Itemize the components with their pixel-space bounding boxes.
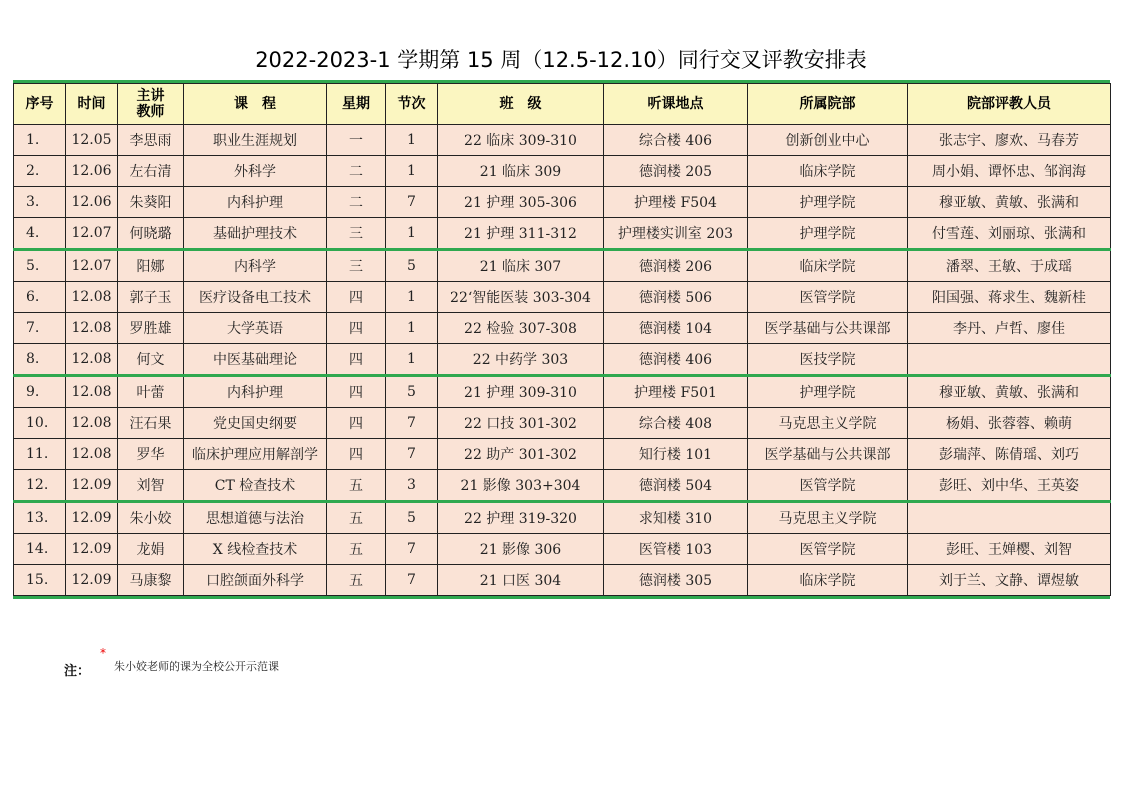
cell-seq: 15.	[14, 565, 66, 596]
header-teacher: 主讲 教师	[118, 84, 184, 125]
table-header-row	[14, 84, 1111, 125]
cell-course: 中医基础理论	[184, 344, 327, 376]
cell-period: 5	[386, 502, 438, 534]
cell-department: 临床学院	[748, 250, 908, 282]
cell-evaluators: 周小娟、谭怀忠、邹润海	[908, 156, 1111, 187]
cell-teacher: 龙娟	[118, 534, 184, 565]
cell-location: 综合楼 406	[604, 125, 748, 156]
cell-class: 22 助产 301-302	[438, 439, 604, 470]
cell-period: 5	[386, 376, 438, 408]
cell-period: 7	[386, 408, 438, 439]
note-asterisk: *	[100, 646, 106, 660]
cell-evaluators: 彭瑞萍、陈倩瑶、刘巧	[908, 439, 1111, 470]
cell-evaluators: 潘翠、王敏、于成瑶	[908, 250, 1111, 282]
cell-location: 综合楼 408	[604, 408, 748, 439]
cell-department: 临床学院	[748, 156, 908, 187]
cell-seq: 4.	[14, 218, 66, 250]
cell-course: 基础护理技术	[184, 218, 327, 250]
cell-seq: 2.	[14, 156, 66, 187]
note-label: 注：	[64, 664, 91, 679]
cell-seq: 14.	[14, 534, 66, 565]
cell-class: 22 护理 319-320	[438, 502, 604, 534]
cell-evaluators	[908, 502, 1111, 534]
cell-course: 思想道德与法治	[184, 502, 327, 534]
schedule-table-wrap	[13, 80, 1110, 599]
cell-date: 12.07	[66, 218, 118, 250]
table-row	[14, 313, 1111, 344]
cell-department: 马克思主义学院	[748, 408, 908, 439]
cell-teacher: 叶蕾	[118, 376, 184, 408]
cell-weekday: 三	[327, 218, 386, 250]
table-row	[14, 282, 1111, 313]
cell-period: 3	[386, 470, 438, 502]
cell-class: 22 口技 301-302	[438, 408, 604, 439]
cell-class: 21 临床 309	[438, 156, 604, 187]
cell-date: 12.08	[66, 376, 118, 408]
cell-period: 7	[386, 534, 438, 565]
cell-course: 医疗设备电工技术	[184, 282, 327, 313]
cell-department: 护理学院	[748, 187, 908, 218]
cell-date: 12.05	[66, 125, 118, 156]
cell-location: 德润楼 506	[604, 282, 748, 313]
cell-teacher: 朱小姣	[118, 502, 184, 534]
cell-evaluators	[908, 344, 1111, 376]
cell-period: 5	[386, 250, 438, 282]
cell-seq: 8.	[14, 344, 66, 376]
cell-course: 内科护理	[184, 376, 327, 408]
cell-class: 22 检验 307-308	[438, 313, 604, 344]
cell-teacher: 何晓璐	[118, 218, 184, 250]
cell-location: 护理楼 F501	[604, 376, 748, 408]
cell-course: 临床护理应用解剖学	[184, 439, 327, 470]
cell-weekday: 五	[327, 534, 386, 565]
header-seq: 序号	[14, 84, 66, 125]
cell-weekday: 四	[327, 408, 386, 439]
cell-period: 1	[386, 282, 438, 313]
cell-period: 7	[386, 439, 438, 470]
cell-class: 22‘智能医装 303-304	[438, 282, 604, 313]
cell-course: X 线检查技术	[184, 534, 327, 565]
cell-department: 医技学院	[748, 344, 908, 376]
cell-location: 医管楼 103	[604, 534, 748, 565]
cell-evaluators: 穆亚敏、黄敏、张满和	[908, 187, 1111, 218]
cell-teacher: 郭子玉	[118, 282, 184, 313]
table-row	[14, 502, 1111, 534]
cell-department: 医管学院	[748, 534, 908, 565]
cell-teacher: 左右清	[118, 156, 184, 187]
cell-location: 知行楼 101	[604, 439, 748, 470]
cell-evaluators: 阳国强、蒋求生、魏新桂	[908, 282, 1111, 313]
cell-period: 1	[386, 156, 438, 187]
cell-weekday: 一	[327, 125, 386, 156]
header-evaluators: 院部评教人员	[908, 84, 1111, 125]
cell-date: 12.08	[66, 439, 118, 470]
cell-date: 12.06	[66, 156, 118, 187]
schedule-table	[13, 83, 1111, 596]
cell-evaluators: 李丹、卢哲、廖佳	[908, 313, 1111, 344]
table-row	[14, 408, 1111, 439]
cell-department: 医学基础与公共课部	[748, 313, 908, 344]
cell-class: 21 护理 311-312	[438, 218, 604, 250]
table-row	[14, 470, 1111, 502]
cell-date: 12.08	[66, 344, 118, 376]
cell-teacher: 何文	[118, 344, 184, 376]
cell-teacher: 刘智	[118, 470, 184, 502]
table-row	[14, 218, 1111, 250]
cell-evaluators: 刘于兰、文静、谭煜敏	[908, 565, 1111, 596]
table-row	[14, 344, 1111, 376]
table-row	[14, 565, 1111, 596]
note-text: 朱小姣老师的课为全校公开示范课	[114, 660, 279, 673]
cell-date: 12.08	[66, 408, 118, 439]
cell-teacher: 汪石果	[118, 408, 184, 439]
table-body	[14, 125, 1111, 596]
header-department: 所属院部	[748, 84, 908, 125]
cell-department: 医管学院	[748, 470, 908, 502]
cell-class: 22 临床 309-310	[438, 125, 604, 156]
table-row	[14, 376, 1111, 408]
cell-class: 21 口医 304	[438, 565, 604, 596]
cell-department: 创新创业中心	[748, 125, 908, 156]
cell-class: 21 护理 309-310	[438, 376, 604, 408]
cell-department: 医管学院	[748, 282, 908, 313]
cell-date: 12.09	[66, 470, 118, 502]
cell-date: 12.08	[66, 313, 118, 344]
cell-date: 12.09	[66, 502, 118, 534]
bottom-divider	[13, 596, 1110, 599]
cell-weekday: 二	[327, 187, 386, 218]
cell-course: 外科学	[184, 156, 327, 187]
cell-class: 21 临床 307	[438, 250, 604, 282]
cell-teacher: 朱葵阳	[118, 187, 184, 218]
cell-course: 职业生涯规划	[184, 125, 327, 156]
cell-seq: 9.	[14, 376, 66, 408]
cell-seq: 6.	[14, 282, 66, 313]
header-period: 节次	[386, 84, 438, 125]
cell-weekday: 四	[327, 313, 386, 344]
cell-teacher: 罗胜雄	[118, 313, 184, 344]
cell-weekday: 三	[327, 250, 386, 282]
cell-teacher: 罗华	[118, 439, 184, 470]
cell-department: 临床学院	[748, 565, 908, 596]
cell-date: 12.06	[66, 187, 118, 218]
cell-department: 马克思主义学院	[748, 502, 908, 534]
cell-teacher: 马康黎	[118, 565, 184, 596]
cell-date: 12.09	[66, 565, 118, 596]
cell-course: 内科学	[184, 250, 327, 282]
table-row	[14, 534, 1111, 565]
cell-location: 德润楼 504	[604, 470, 748, 502]
cell-course: CT 检查技术	[184, 470, 327, 502]
cell-location: 德润楼 406	[604, 344, 748, 376]
cell-period: 1	[386, 218, 438, 250]
cell-weekday: 四	[327, 282, 386, 313]
cell-course: 口腔颌面外科学	[184, 565, 327, 596]
cell-weekday: 五	[327, 502, 386, 534]
table-row	[14, 125, 1111, 156]
cell-class: 22 中药学 303	[438, 344, 604, 376]
cell-class: 21 护理 305-306	[438, 187, 604, 218]
header-weekday: 星期	[327, 84, 386, 125]
table-row	[14, 439, 1111, 470]
cell-period: 1	[386, 344, 438, 376]
table-row	[14, 250, 1111, 282]
cell-location: 德润楼 206	[604, 250, 748, 282]
cell-date: 12.07	[66, 250, 118, 282]
cell-weekday: 四	[327, 439, 386, 470]
cell-location: 求知楼 310	[604, 502, 748, 534]
cell-course: 大学英语	[184, 313, 327, 344]
cell-seq: 10.	[14, 408, 66, 439]
table-row	[14, 156, 1111, 187]
header-class: 班 级	[438, 84, 604, 125]
cell-department: 医学基础与公共课部	[748, 439, 908, 470]
cell-evaluators: 穆亚敏、黄敏、张满和	[908, 376, 1111, 408]
cell-course: 内科护理	[184, 187, 327, 218]
cell-location: 德润楼 205	[604, 156, 748, 187]
cell-weekday: 五	[327, 470, 386, 502]
cell-date: 12.08	[66, 282, 118, 313]
cell-evaluators: 张志宇、廖欢、马春芳	[908, 125, 1111, 156]
cell-location: 护理楼实训室 203	[604, 218, 748, 250]
cell-evaluators: 付雪莲、刘丽琼、张满和	[908, 218, 1111, 250]
cell-period: 1	[386, 125, 438, 156]
cell-department: 护理学院	[748, 376, 908, 408]
header-location: 听课地点	[604, 84, 748, 125]
cell-seq: 7.	[14, 313, 66, 344]
cell-seq: 13.	[14, 502, 66, 534]
cell-period: 7	[386, 187, 438, 218]
cell-teacher: 阳娜	[118, 250, 184, 282]
cell-evaluators: 彭旺、刘中华、王英姿	[908, 470, 1111, 502]
cell-seq: 5.	[14, 250, 66, 282]
cell-location: 德润楼 104	[604, 313, 748, 344]
table-row	[14, 187, 1111, 218]
header-course: 课 程	[184, 84, 327, 125]
cell-weekday: 四	[327, 344, 386, 376]
cell-date: 12.09	[66, 534, 118, 565]
cell-weekday: 五	[327, 565, 386, 596]
cell-seq: 1.	[14, 125, 66, 156]
cell-location: 护理楼 F504	[604, 187, 748, 218]
cell-teacher: 李思雨	[118, 125, 184, 156]
cell-evaluators: 彭旺、王婵樱、刘智	[908, 534, 1111, 565]
cell-period: 7	[386, 565, 438, 596]
cell-seq: 12.	[14, 470, 66, 502]
page-title: 2022-2023-1 学期第 15 周（12.5-12.10）同行交叉评教安排表	[255, 48, 867, 72]
cell-seq: 3.	[14, 187, 66, 218]
cell-department: 护理学院	[748, 218, 908, 250]
cell-class: 21 影像 303+304	[438, 470, 604, 502]
cell-period: 1	[386, 313, 438, 344]
cell-course: 党史国史纲要	[184, 408, 327, 439]
cell-evaluators: 杨娟、张蓉蓉、赖萌	[908, 408, 1111, 439]
cell-seq: 11.	[14, 439, 66, 470]
header-date: 时间	[66, 84, 118, 125]
cell-weekday: 二	[327, 156, 386, 187]
cell-location: 德润楼 305	[604, 565, 748, 596]
cell-weekday: 四	[327, 376, 386, 408]
cell-class: 21 影像 306	[438, 534, 604, 565]
